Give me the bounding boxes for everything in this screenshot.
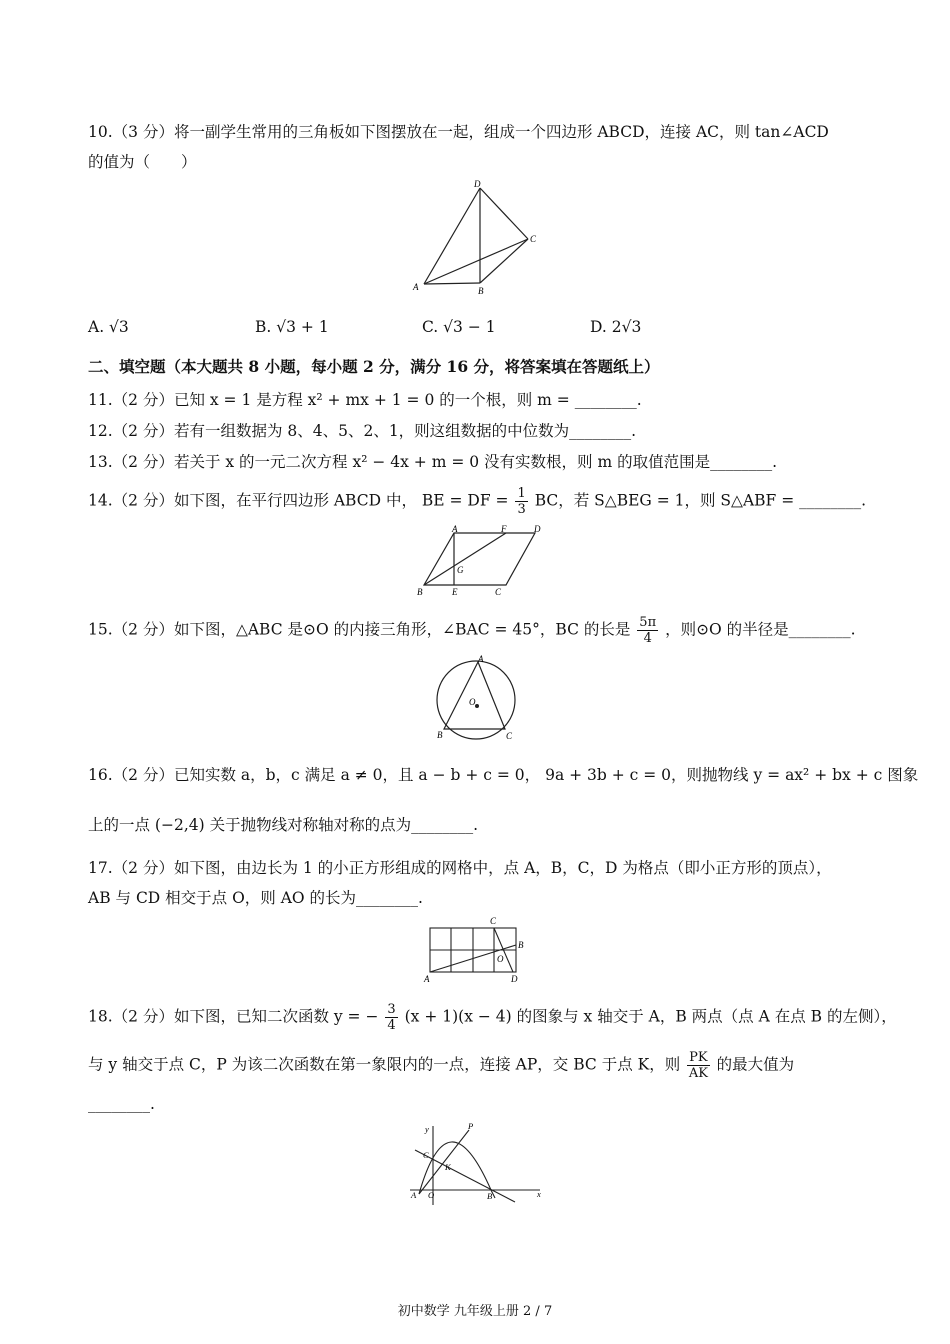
- q15-frac-num: 5π: [639, 615, 657, 630]
- q18-label-k: K: [445, 1162, 451, 1172]
- q18-fraction-2: [687, 1050, 709, 1081]
- q14-label-a: A: [452, 524, 458, 534]
- q15-label-b: B: [437, 730, 443, 740]
- q10-option-c: C. √3 − 1: [422, 318, 496, 336]
- q15-text-a: 15.（2 分）如下图，△ABC 是⊙O 的内接三角形，∠BAC = 45°，BC 的长是: [88, 620, 631, 639]
- q10-option-a: A. √3: [88, 318, 129, 336]
- q15-frac-den: 4: [643, 631, 652, 646]
- q14-line: [88, 486, 866, 517]
- q11-text: 11.（2 分）已知 x = 1 是方程 x² + mx + 1 = 0 的一个根，则 m = ________.: [88, 391, 642, 409]
- q18-figure: [405, 1120, 550, 1214]
- q14-label-b: B: [417, 587, 423, 597]
- q18-line2-b: 的最大值为: [716, 1055, 795, 1074]
- q18-label-x: x: [537, 1189, 541, 1199]
- q15-label-c: C: [506, 731, 513, 741]
- q10-label-d: D: [474, 179, 481, 189]
- q18-label-a: A: [411, 1190, 417, 1200]
- q17-figure: [420, 912, 532, 988]
- q10-figure: [410, 178, 550, 302]
- q18-line2-a: 与 y 轴交于点 C，P 为该二次函数在第一象限内的一点，连接 AP，交 BC 于点 K，则: [88, 1055, 681, 1074]
- q18-frac2-den: AK: [688, 1066, 708, 1081]
- q18-fraction: [385, 1002, 397, 1033]
- q14-text-a: 14.（2 分）如下图，在平行四边形 ABCD 中， BE = DF =: [88, 491, 509, 510]
- q10-option-b: B. √3 + 1: [255, 318, 329, 336]
- q17-label-o: O: [497, 954, 504, 964]
- q10-label-a: A: [413, 282, 419, 292]
- q10-label-c: C: [530, 234, 537, 244]
- q17-label-b: B: [518, 940, 524, 950]
- q16-line2: 上的一点 (−2,4) 关于抛物线对称轴对称的点为________.: [88, 816, 479, 834]
- q18-line1-a: 18.（2 分）如下图，已知二次函数 y = −: [88, 1007, 379, 1026]
- q15-label-o: O: [469, 697, 476, 707]
- q13-text: 13.（2 分）若关于 x 的一元二次方程 x² − 4x + m = 0 没有实数根，则 m 的取值范围是________.: [88, 453, 778, 471]
- q10-line1: 10.（3 分）将一副学生常用的三角板如下图摆放在一起，组成一个四边形 ABCD，连接 AC，则 tan∠ACD: [88, 123, 829, 141]
- q14-text-b: BC，若 S△BEG = 1，则 S△ABF = ________.: [534, 491, 867, 510]
- q17-line1: 17.（2 分）如下图，由边长为 1 的小正方形组成的网格中，点 A，B，C，D 为格点（即小正方形的顶点），: [88, 859, 832, 877]
- q16-line1: 16.（2 分）已知实数 a，b，c 满足 a ≠ 0，且 a − b + c = 0， 9a + 3b + c = 0，则抛物线 y = ax² + bx + c 图象: [88, 766, 919, 784]
- section2-heading: 二、填空题（本大题共 8 小题，每小题 2 分，满分 16 分，将答案填在答题纸上）: [88, 357, 660, 376]
- q14-frac-den: 3: [517, 502, 526, 517]
- q14-label-e: E: [452, 587, 458, 597]
- q15-text-b: ，则⊙O 的半径是________.: [665, 620, 856, 639]
- q15-figure: [428, 652, 524, 748]
- q14-fraction: [515, 486, 527, 517]
- q18-line2: [88, 1050, 794, 1081]
- q17-line2: AB 与 CD 相交于点 O，则 AO 的长为________.: [88, 889, 423, 907]
- q18-label-o: O: [428, 1190, 435, 1200]
- q10-label-b: B: [478, 286, 484, 296]
- q14-label-f: F: [501, 524, 507, 534]
- q15-fraction: [637, 615, 658, 646]
- q18-label-b: B: [487, 1191, 493, 1201]
- q18-line1: [88, 1002, 897, 1033]
- q18-frac2-num: PK: [689, 1050, 708, 1065]
- q17-label-c: C: [490, 916, 497, 926]
- q18-line1-b: (x + 1)(x − 4) 的图象与 x 轴交于 A，B 两点（点 A 在点 B 的左侧），: [404, 1007, 897, 1026]
- q14-figure: [410, 523, 550, 602]
- q15-line: [88, 615, 856, 646]
- q17-label-d: D: [511, 974, 518, 984]
- q18-frac-den: 4: [387, 1018, 396, 1033]
- q18-label-p: P: [468, 1121, 474, 1131]
- q18-frac-num: 3: [387, 1002, 396, 1017]
- q14-label-d: D: [534, 524, 541, 534]
- q10-option-d: D. 2√3: [590, 318, 642, 336]
- q18-line3: ________.: [88, 1095, 155, 1113]
- q14-frac-num: 1: [517, 486, 526, 501]
- q15-label-a: A: [478, 654, 484, 664]
- q17-label-a: A: [424, 974, 430, 984]
- q18-label-y: y: [425, 1124, 429, 1134]
- q14-label-c: C: [495, 587, 502, 597]
- page-footer: 初中数学 九年级上册 2 / 7: [397, 1304, 553, 1319]
- q10-line2: 的值为（ ）: [88, 153, 197, 171]
- q14-label-g: G: [457, 565, 464, 575]
- q12-text: 12.（2 分）若有一组数据为 8、4、5、2、1，则这组数据的中位数为________.: [88, 422, 637, 440]
- q18-label-c: C: [423, 1150, 429, 1160]
